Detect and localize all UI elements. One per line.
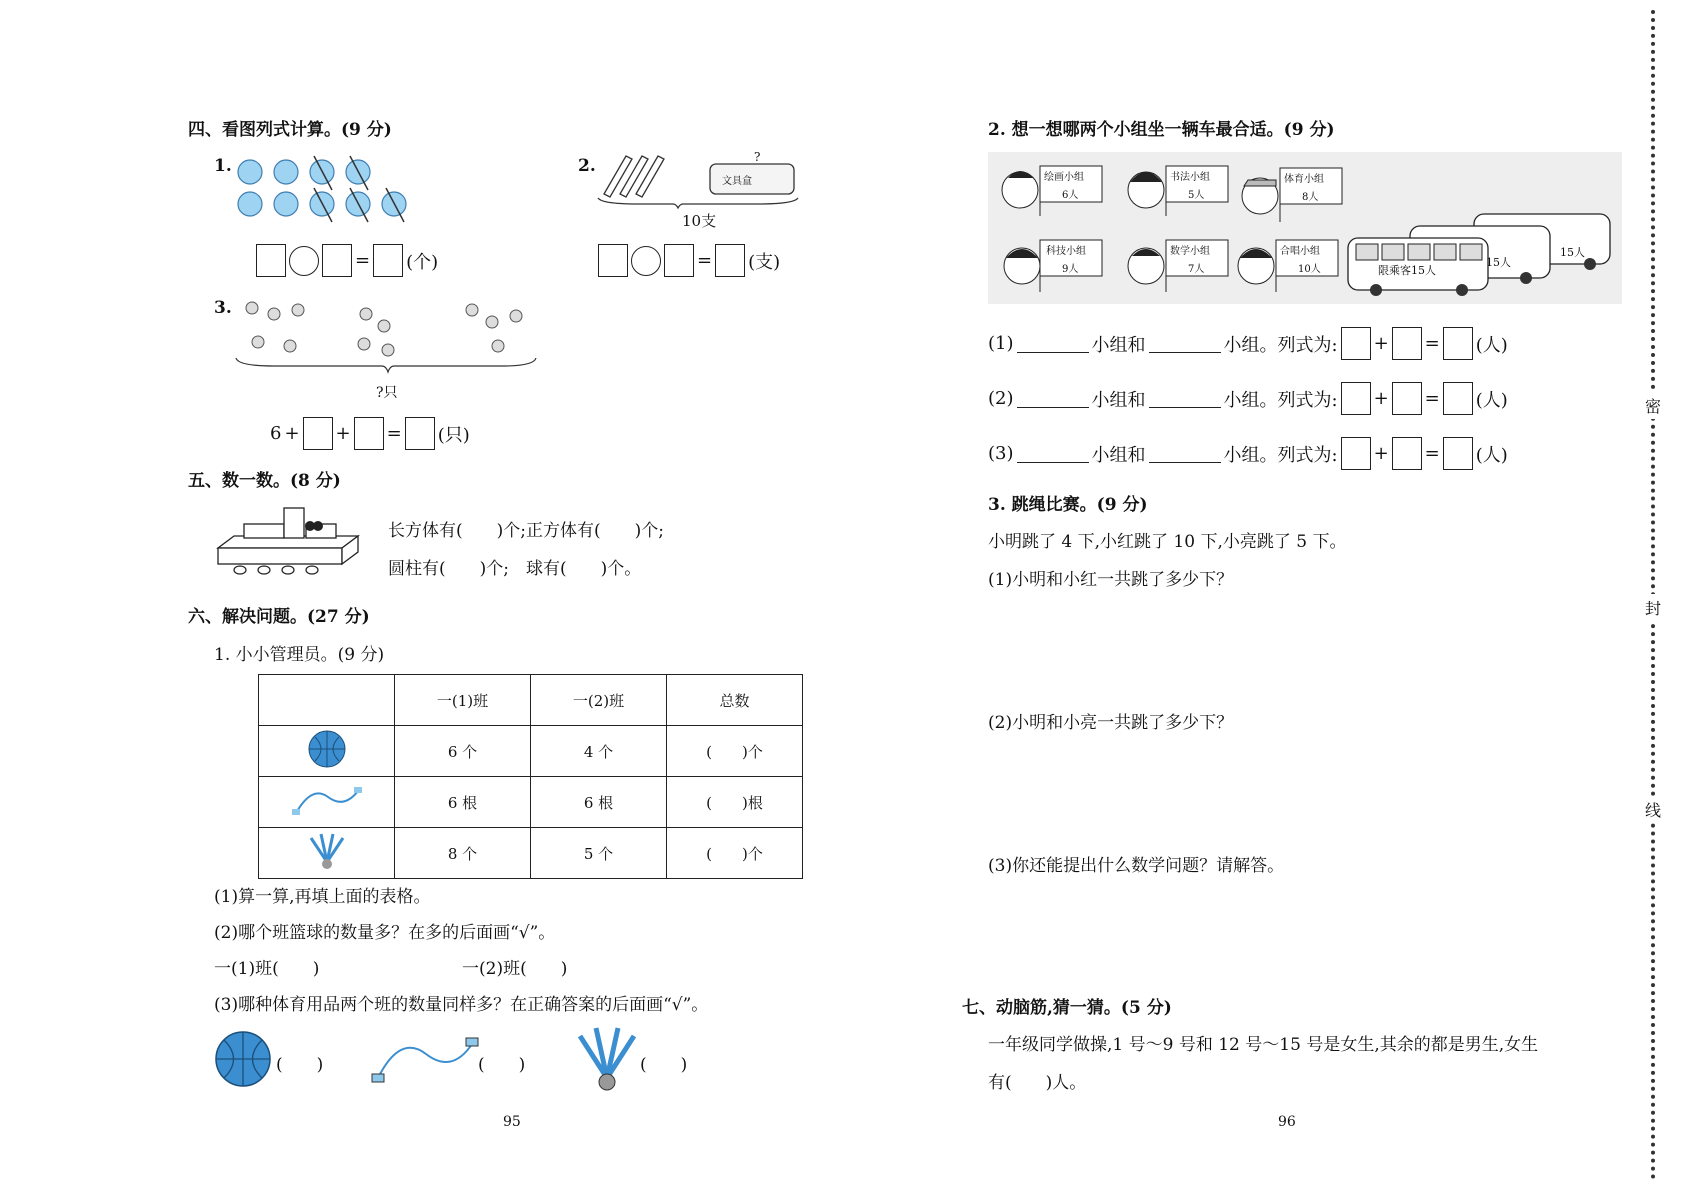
shuttlecock-answer[interactable]: ( ) <box>640 1055 688 1075</box>
group-name: 合唱小组 <box>1280 246 1320 257</box>
page-number-left: 95 <box>503 1114 521 1130</box>
answer-box[interactable] <box>322 244 352 277</box>
margin-char: 线 <box>1645 796 1661 823</box>
section-4-title: 四、看图列式计算。(9 分) <box>188 120 392 140</box>
group-blank[interactable] <box>1017 334 1089 353</box>
row-prefix: (2) <box>988 388 1014 409</box>
table-header-row <box>259 675 803 726</box>
group-count: 7人 <box>1188 264 1205 275</box>
q6-1-title: 1. 小小管理员。(9 分) <box>214 645 385 665</box>
q3-brace-label: ?只 <box>376 385 398 401</box>
q3-sub-1: (1)小明和小红一共跳了多少下？ <box>988 570 1234 590</box>
bus-capacity-label: 15人 <box>1560 246 1585 259</box>
sports-equipment-table <box>258 674 803 879</box>
answer-row-3 <box>988 437 1508 470</box>
right-q2-title: 2. 想一想哪两个小组坐一辆车最合适。(9 分) <box>988 120 1335 140</box>
section-7-title: 七、动脑筋,猜一猜。(5 分) <box>962 998 1172 1018</box>
block-tank-picture <box>218 502 368 578</box>
plus-sign: + <box>1373 333 1389 354</box>
plus-sign: + <box>335 423 351 444</box>
table-row <box>259 777 803 828</box>
q2-equation: = (支) <box>598 244 780 277</box>
margin-char: 密 <box>1645 392 1661 419</box>
answer-box[interactable] <box>1392 382 1422 415</box>
q6-sub-2: (2)哪个班篮球的数量多？在多的后面画“√”。 <box>214 923 556 943</box>
section-6-title: 六、解决问题。(27 分) <box>188 607 370 627</box>
group-name: 数学小组 <box>1170 246 1210 257</box>
group-count: 5人 <box>1188 190 1205 201</box>
q3-intro: 小明跳了 4 下,小红跳了 10 下,小亮跳了 5 下。 <box>988 532 1347 552</box>
q3-unit: (只) <box>437 424 470 446</box>
q2-question-mark: ? <box>754 150 761 164</box>
equals-sign: = <box>1424 388 1440 409</box>
answer-box[interactable] <box>1443 382 1473 415</box>
shuttlecock-icon <box>574 1026 640 1092</box>
table-cell: 6 根 <box>395 777 531 828</box>
table-header: 一(1)班 <box>395 675 531 726</box>
operator-circle[interactable] <box>289 246 319 276</box>
row-text: 小组。列式为: <box>1223 389 1338 411</box>
table-header: 一(2)班 <box>531 675 667 726</box>
answer-box[interactable] <box>1392 327 1422 360</box>
group-blank[interactable] <box>1017 444 1089 463</box>
total-cell[interactable]: ( )个 <box>667 828 803 879</box>
q6-sub-3: (3)哪种体育用品两个班的数量同样多？在正确答案的后面画“√”。 <box>214 995 709 1015</box>
q3-known-number: 6 <box>270 423 282 444</box>
answer-box[interactable] <box>1443 327 1473 360</box>
row-text: 小组和 <box>1091 444 1146 466</box>
q2-brace-label: 10支 <box>682 212 717 230</box>
table-cell: 4 个 <box>531 726 667 777</box>
ants-picture <box>234 296 544 376</box>
answer-box[interactable] <box>354 417 384 450</box>
answer-box[interactable] <box>1341 437 1371 470</box>
answer-box[interactable] <box>715 244 745 277</box>
pencil-box-label: 文具盒 <box>722 176 752 187</box>
row-prefix: (1) <box>988 333 1014 354</box>
answer-row-2 <box>988 382 1508 415</box>
bus-capacity-label: 限乘客15人 <box>1378 264 1436 277</box>
table-cell: 5 个 <box>531 828 667 879</box>
basketball-icon <box>259 726 395 777</box>
answer-box[interactable] <box>1443 437 1473 470</box>
answer-box[interactable] <box>598 244 628 277</box>
class-2-choice[interactable]: 一(2)班( ) <box>462 959 568 979</box>
group-count: 6人 <box>1062 190 1079 201</box>
answer-box[interactable] <box>1341 327 1371 360</box>
jump-rope-answer[interactable]: ( ) <box>478 1055 526 1075</box>
q2-unit: (支) <box>748 251 781 273</box>
q6-sub-1: (1)算一算,再填上面的表格。 <box>214 887 431 907</box>
count-line-2: 圆柱有( )个; 球有( )个。 <box>388 559 642 579</box>
shuttlecock-icon <box>259 828 395 879</box>
group-count: 9人 <box>1062 264 1079 275</box>
answer-box[interactable] <box>1341 382 1371 415</box>
group-count: 8人 <box>1302 192 1319 203</box>
answer-box[interactable] <box>303 417 333 450</box>
group-name: 绘画小组 <box>1044 172 1084 183</box>
table-cell: 6 个 <box>395 726 531 777</box>
table-header: 总数 <box>667 675 803 726</box>
q3-sub-2: (2)小明和小亮一共跳了多少下？ <box>988 713 1234 733</box>
apples-picture <box>232 152 422 222</box>
total-cell[interactable]: ( )根 <box>667 777 803 828</box>
class-1-choice[interactable]: 一(1)班( ) <box>214 959 320 979</box>
group-blank[interactable] <box>1017 389 1089 408</box>
q3-label: 3. <box>214 298 232 318</box>
jump-rope-icon <box>370 1034 480 1086</box>
margin-char: 封 <box>1645 594 1661 621</box>
basketball-icon <box>214 1030 272 1088</box>
q1-unit: (个) <box>406 251 439 273</box>
total-cell[interactable]: ( )个 <box>667 726 803 777</box>
page-number-right: 96 <box>1278 1114 1296 1130</box>
jump-rope-icon <box>259 777 395 828</box>
q1-label: 1. <box>214 156 232 176</box>
answer-row-1 <box>988 327 1508 360</box>
table-header <box>259 675 395 726</box>
row-text: 小组。列式为: <box>1223 444 1338 466</box>
answer-box[interactable] <box>405 417 435 450</box>
pencils-picture <box>598 150 798 210</box>
count-line-1: 长方体有( )个;正方体有( )个; <box>388 521 664 541</box>
answer-box[interactable] <box>256 244 286 277</box>
row-prefix: (3) <box>988 443 1014 464</box>
q3-equation <box>270 417 470 450</box>
section-7-line-1: 一年级同学做操,1 号～9 号和 12 号～15 号是女生,其余的都是男生,女生 <box>988 1035 1539 1055</box>
table-row <box>259 828 803 879</box>
group-name: 科技小组 <box>1046 246 1086 257</box>
plus-sign: + <box>1373 443 1389 464</box>
group-name: 书法小组 <box>1170 172 1210 183</box>
plus-sign: + <box>1373 388 1389 409</box>
table-cell: 8 个 <box>395 828 531 879</box>
section-7-line-2: 有( )人。 <box>988 1073 1087 1093</box>
row-text: 小组和 <box>1091 389 1146 411</box>
section-5-title: 五、数一数。(8 分) <box>188 471 341 491</box>
group-name: 体育小组 <box>1284 174 1324 185</box>
q3-sub-3: (3)你还能提出什么数学问题？请解答。 <box>988 856 1285 876</box>
row-unit: (人) <box>1475 334 1508 356</box>
q2-label: 2. <box>578 156 596 176</box>
table-row <box>259 726 803 777</box>
group-count: 10人 <box>1298 264 1321 275</box>
equals-sign: = <box>386 423 402 444</box>
answer-box[interactable] <box>373 244 403 277</box>
group-blank[interactable] <box>1149 334 1221 353</box>
basketball-answer[interactable]: ( ) <box>276 1055 324 1075</box>
row-text: 小组和 <box>1091 334 1146 356</box>
bus-capacity-label: 15人 <box>1486 256 1511 269</box>
equals-sign: = <box>1424 333 1440 354</box>
group-blank[interactable] <box>1149 444 1221 463</box>
plus-sign: + <box>284 423 300 444</box>
group-blank[interactable] <box>1149 389 1221 408</box>
row-text: 小组。列式为: <box>1223 334 1338 356</box>
q1-equation: = (个) <box>256 244 438 277</box>
row-unit: (人) <box>1475 444 1508 466</box>
table-cell: 6 根 <box>531 777 667 828</box>
answer-box[interactable] <box>664 244 694 277</box>
answer-box[interactable] <box>1392 437 1422 470</box>
row-unit: (人) <box>1475 389 1508 411</box>
operator-circle[interactable] <box>631 246 661 276</box>
right-q3-title: 3. 跳绳比赛。(9 分) <box>988 495 1148 515</box>
equals-sign: = <box>1424 443 1440 464</box>
